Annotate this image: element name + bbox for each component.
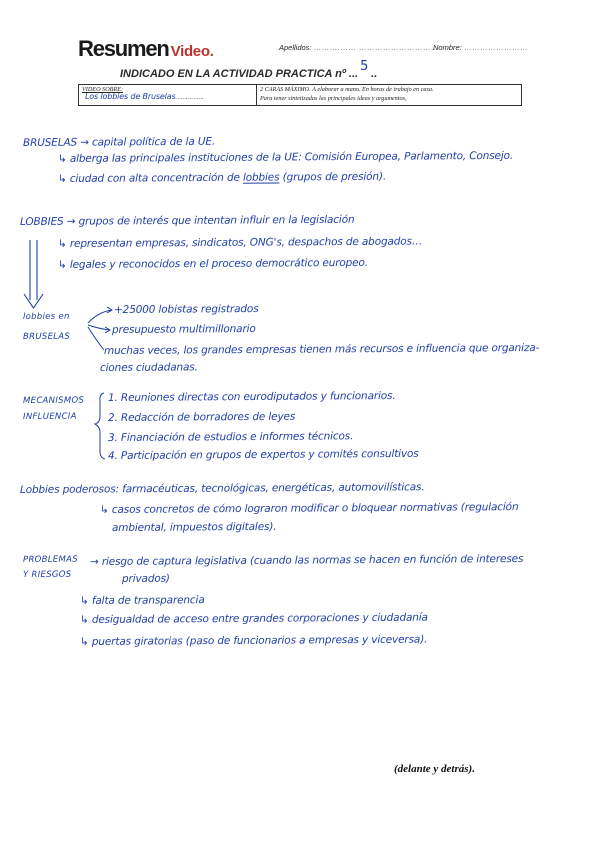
note-lb-item3b: ciones ciudadanas.	[99, 361, 198, 374]
activity-dots: ...	[348, 68, 359, 80]
activity-dots-after: ..	[371, 68, 378, 80]
instructions-line2: Para tener sintetizadas las principales ideas y argumentos,	[260, 95, 407, 102]
note-bruselas-sub2	[58, 171, 386, 185]
note-prob-main2: privados)	[121, 572, 170, 585]
note-mec-item1: 1. Reuniones directas con eurodiputados y funcionarios.	[107, 389, 396, 404]
apellidos-value: ……….…… …………………………	[313, 43, 439, 52]
label-lobbies-en: lobbies en	[22, 311, 70, 322]
instructions-line1: 2 CARAS MÁXIMO. A elaborar a mano. En horas de trabajo en casa.	[260, 86, 434, 93]
apellidos-label: Apellidos:	[279, 43, 312, 52]
nombre-value: ……………………	[463, 43, 528, 52]
note-prob-sub2: ↳ desigualdad de acceso entre grandes corporaciones y ciudadanía	[79, 611, 428, 626]
note-bruselas-main: BRUSELAS → capital política de la UE.	[22, 135, 216, 149]
note-bruselas-sub2-underlined: lobbies	[242, 171, 280, 184]
fork-arrow-icon	[88, 307, 112, 350]
note-prob-main: → riesgo de captura legislativa (cuando las normas se hacen en función de intereses	[89, 552, 524, 568]
bracket-icon	[95, 393, 105, 459]
label-riesgos: Y RIESGOS	[22, 569, 72, 580]
note-bruselas-sub2-post: (grupos de presión).	[279, 170, 387, 184]
title-accent: Video.	[170, 43, 214, 60]
activity-number: 5	[360, 59, 369, 74]
label-bruselas: BRUSELAS	[22, 331, 71, 342]
label-influencia: INFLUENCIA	[22, 411, 77, 422]
note-lb-item2: presupuesto multimillonario	[111, 322, 256, 336]
note-poderosos-sub1: ↳ casos concretos de cómo lograron modificar o bloquear normativas (regulación	[99, 501, 519, 516]
note-bruselas-sub1: ↳ alberga las principales instituciones de la UE: Comisión Europea, Parlamento, Consejo.	[57, 149, 514, 165]
note-lobbies-sub1: ↳ representan empresas, sindicatos, ONG's, despachos de abogados…	[57, 235, 423, 250]
video-topic: Los lobbies de Bruselas	[85, 92, 176, 101]
note-prob-sub1: ↳ falta de transparencia	[79, 594, 205, 607]
label-mecanismos: MECANISMOS	[22, 395, 85, 406]
note-lobbies-main: LOBBIES → grupos de interés que intentan influir en la legislación	[19, 213, 355, 228]
title-main: Resumen	[78, 36, 169, 61]
note-lb-item3: muchas veces, los grandes empresas tienen más recursos e influencia que organiza-	[103, 341, 540, 357]
double-down-arrow-icon	[24, 240, 43, 308]
note-poderosos-main: Lobbies poderosos: farmacéuticas, tecnológicas, energéticas, automovilísticas.	[19, 481, 425, 496]
note-mec-item4: 4. Participación en grupos de expertos y comités consultivos	[107, 447, 419, 462]
activity-label: INDICADO EN LA ACTIVIDAD PRACTICA nº	[120, 68, 346, 80]
nombre-label: Nombre:	[433, 43, 462, 52]
note-lobbies-sub2: ↳ legales y reconocidos en el proceso democrático europeo.	[57, 256, 368, 271]
note-lb-item1: +25000 lobistas registrados	[113, 302, 259, 316]
note-prob-sub3: ↳ puertas giratorias (paso de funcionarios a empresas y viceversa).	[79, 633, 428, 648]
video-dots: …………….	[175, 95, 204, 101]
note-bruselas-sub2-pre: ↳ ciudad con alta concentración de	[57, 171, 243, 185]
label-problemas: PROBLEMAS	[22, 554, 78, 565]
note-mec-item3: 3. Financiación de estudios e informes técnicos.	[107, 430, 354, 444]
footer-note: (delante y detrás).	[394, 763, 475, 775]
note-mec-item2: 2. Redacción de borradores de leyes	[107, 410, 296, 424]
video-label: VIDEO SOBRE:	[82, 86, 124, 93]
note-poderosos-sub2: ambiental, impuestos digitales).	[111, 520, 277, 534]
